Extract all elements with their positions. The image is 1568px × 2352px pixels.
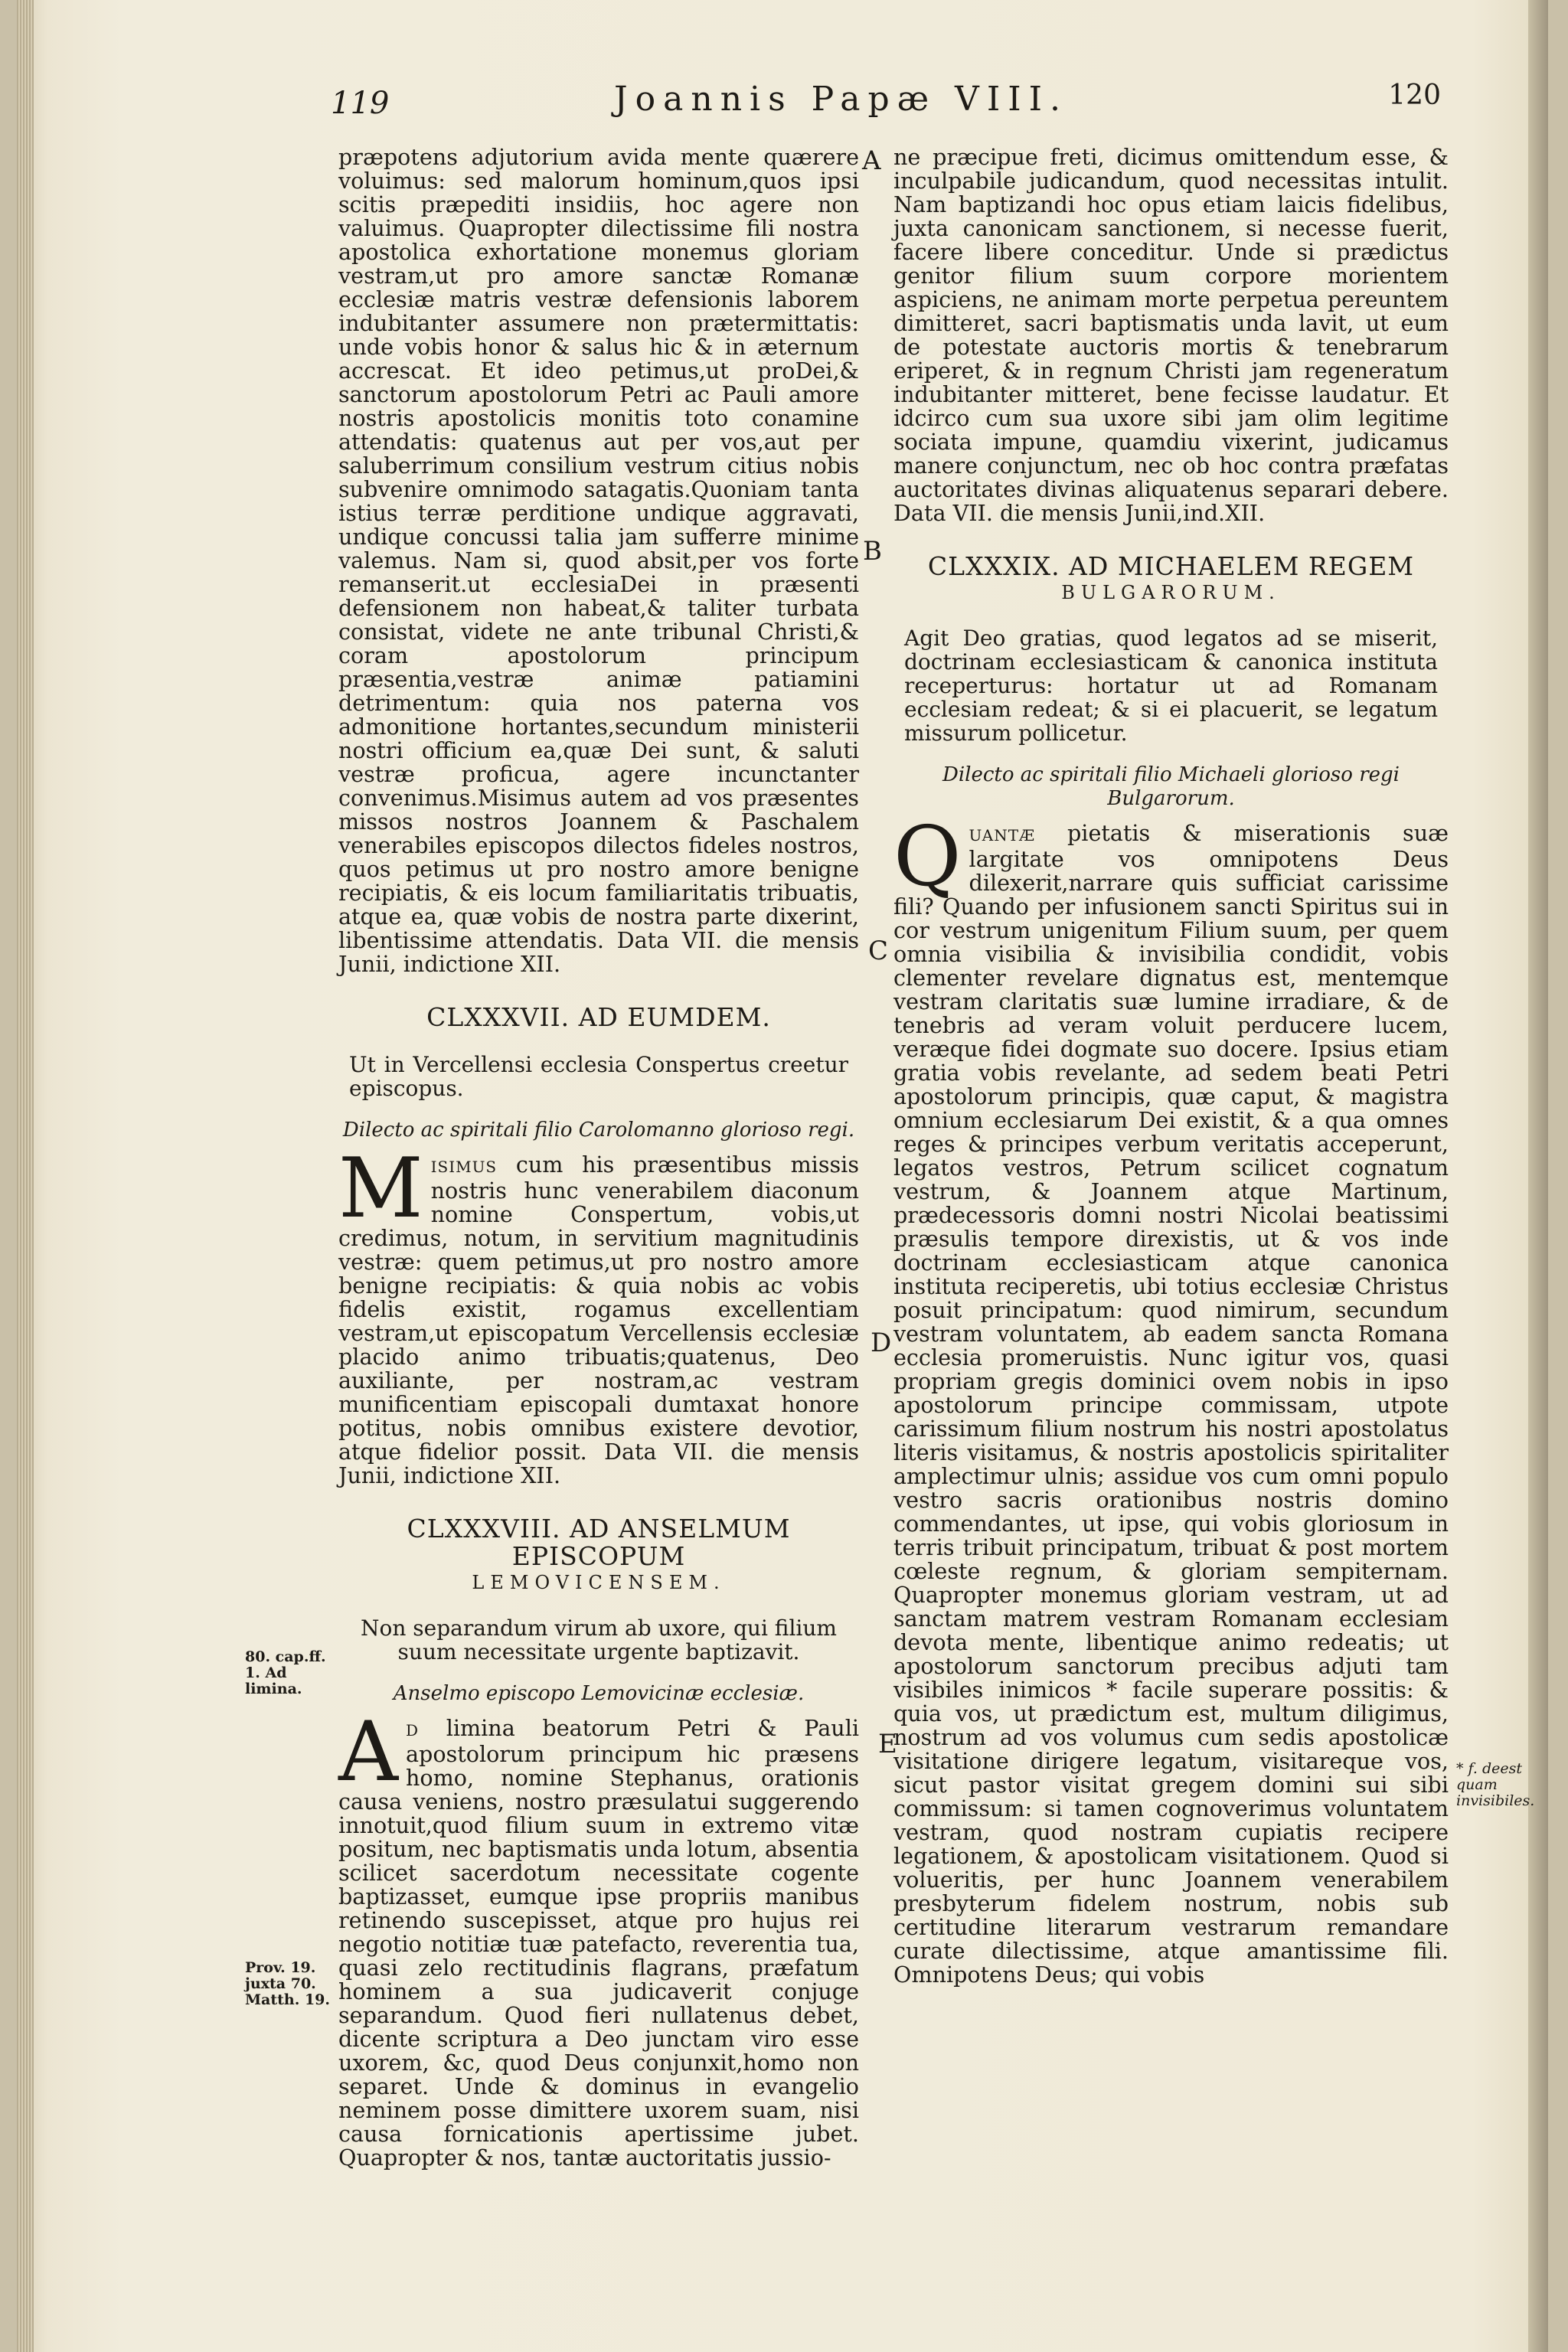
heading-letter-188: CLXXXVIII. AD ANSELMUM EPISCOPUM: [407, 1514, 791, 1571]
summary-letter-187: Ut in Vercellensi ecclesia Conspertus creetur episcopus.: [349, 1052, 848, 1101]
book-page: [17, 0, 1548, 2352]
subheading-letter-189: BULGARORUM.: [1061, 582, 1281, 603]
section-mark-b: B: [863, 536, 882, 567]
address-letter-187: Dilecto ac spiritali filio Carolomanno glorioso regi.: [342, 1119, 855, 1142]
running-header: [331, 80, 1441, 126]
page-edge-right: [1528, 0, 1548, 2352]
column-right: [893, 145, 1449, 1987]
summary-letter-188: Non separandum virum ab uxore, qui filium suum necessitate urgente baptizavit.: [361, 1615, 837, 1664]
text-letter-187: cum his præsentibus missis nostris hunc venerabilem diaconum nomine Conspertum, vobis,ut credimus, notum, in servitium magnitudinis vestræ: quem petimus,ut pro nostro amore benigne recipiatis: & quia nobis ac vobis fidelis existit, rogamus excellentiam vestram,ut episcopatum Vercellensis ecclesiæ placido animo tribuatis;quatenus, Deo auxiliante, per nostram,ac vestram munificentiam episcopali dumtaxat honore potitus, nobis omnibus existere devotior, atque fidelior possit. Data VII. die mensis Junii, indictione XII.: [338, 1152, 859, 1488]
section-mark-a: A: [862, 145, 881, 176]
drop-cap-189: Q: [893, 809, 962, 905]
text-letter-188: limina beatorum Petri & Pauli apostolorum principum hic præsens homo, nomine Stephanus, orationis causa veniens, nostro præsulatui suggerendo innotuit,quod filium suum in extremo vitæ positum, nec baptismatis unda lotum, absentia scilicet sacerdotum necessitate cogente baptizasset, eumque ipse propriis manibus retinendo suscepisset, atque pro hujus rei negotio notitiæ tuæ patefacto, reverentia tua, quasi zelo rectitudinis flagrans, præfatum hominem a sua judicaverit conjuge separandum. Quod fieri nullatenus debet, dicente scriptura a Deo junctam viro esse uxorem, &c, quod Deus conjunxit,homo non separet. Unde & dominus in evangelio neminem posse dimittere uxorem suam, nisi causa fornicationis apertissime jubet. Quapropter & nos, tantæ auctoritatis jussio-: [338, 1715, 859, 2171]
section-mark-e: E: [878, 1729, 897, 1759]
margin-note-f: * f. deest quam invisibiles.: [1456, 1760, 1535, 1809]
text-letter-189: pietatis & miserationis suæ largitate vos omnipotens Deus dilexerit,narrare quis sufficiat carissime fili? Quando per infusionem sancti Spiritus sui in cor vestrum unigenitum Filium suum, per quem omnia visibilia & invisibilia condidit, vobis clementer revelare dignatus est, mentemque vestram claritatis suæ lumine irradiare, & de tenebris ad veram voluit perducere lucem, veræque fidei dogmate suo docere. Ipsius etiam gratia vobis revelante, ad sedem beati Petri apostolorum principis, quæ caput, & magistra omnium ecclesiarum Dei existit, & a qua omnes reges & principes verbum veritatis acceperunt, legatos vestros, Petrum scilicet cognatum vestrum, & Joannem atque Martinum, prædecessoris domni nostri Nicolai beatissimi præsulis tempore direxistis, ut & vos inde doctrinam ecclesiasticam atque canonica instituta reciperetis, ubi totius ecclesiæ Christus posuit principatum: quod nimirum, secundum vestram voluntatem, ab eadem sancta Romana ecclesia promeruistis. Nunc igitur vos, quasi propriam gregis dominici ovem nobis in ipso apostolorum principe commissam, utpote carissimum filium nostrum his nostri apostolatus literis visitamus, & nostris apostolicis spiritaliter amplectimur ulnis; assidue vos cum omni populo vestro sacris orationibus nostris domino commendantes, ut ipse, qui vobis gloriosum in terris tribuit principatum, tribuat & post mortem cœleste regnum, & gloriam sempiternam. Quapropter monemus gloriam vestram, ut ad sanctam matrem vestram Romanam ecclesiam devota mente, libentique animo redeatis; ut apostolorum sanctorum precibus adjuti tam visibiles inimicos * facile superare possitis: & quia vos, ut prædictum est, multum diligimus, nostrum ad vos volumus cum sedis apostolicæ visitatione dirigere legatum, visitareque vos, sicut pastor visitat gregem domini sui sibi commissum: si tamen cognoverimus voluntatem vestram, quod nostram cupiatis recipere legationem, & apostolicam visitationem. Quod si volueritis, per hunc Joannem venerabilem presbyterum fidelem nostrum, nobis sub certitudine literarum vestrarum remandare curate dilectissime, atque amantissime fili. Omnipotens Deus; qui vobis: [893, 820, 1449, 1988]
address-letter-188: Anselmo episcopo Lemovicinæ ecclesiæ.: [393, 1682, 805, 1705]
drop-cap-187: M: [338, 1141, 423, 1236]
body-letter-188: [338, 1704, 859, 2171]
small-caps-189: UANTÆ: [969, 826, 1036, 844]
letter-186-ending: præpotens adjutorium avida mente quærere voluimus: sed malorum hominum,quos ipsi scitis præpediti insidiis, hoc agere non valuimus. Quapropter dilectissime fili nostra apostolica exhortatione monemus gloriam vestram,ut pro amore sanctæ Romanæ ecclesiæ matris vestræ defensionis laborem indubitanter assumere non prætermittatis: unde vobis honor & salus hic & in æternum accrescat. Et ideo petimus,ut proDei,& sanctorum apostolorum Petri ac Pauli amore nostris apostolicis monitis toto conamine attendatis: quatenus aut per vos,aut per saluberrimum consilium vestrum citius nobis subvenire omnimodo satagatis.Quoniam tanta istius terræ perditione undique aggravati, undique concussi talia jam sufferre minime valemus. Nam si, quod absit,per vos forte remanserit.ut ecclesiaDei in præsenti defensionem non habeat,& taliter turbata consistat, videte ne ante tribunal Christi,& coram apostolorum principum præsentia,vestræ animæ patiamini detrimentum: quia nos paterna vos admonitione hortantes,secundum ministerii nostri officium ea,quæ Dei sunt, & saluti vestræ proficua, agere incunctanter convenimus.Misimus autem ad vos præsentes missos nostros Joannem & Paschalem venerabiles episcopos dilectos fideles nostros, quos petimus ut pro nostro amore benigne recipiatis, & eis locum familiaritatis tribuatis, atque ea, quæ vobis de nostra parte dixerint, libentissime attendatis. Data VII. die mensis Junii, indictione XII.: [338, 144, 859, 977]
heading-letter-187: CLXXXVII. AD EUMDEM.: [426, 1002, 771, 1032]
column-left: [338, 145, 859, 2170]
running-title: Joannis Papæ VIII.: [614, 80, 1068, 119]
page-number-right: 120: [1388, 80, 1441, 111]
page-number-left: 119: [331, 86, 390, 121]
section-mark-d: D: [871, 1328, 892, 1358]
small-caps-187: ISIMUS: [430, 1158, 498, 1176]
address-letter-189: Dilecto ac spiritali filio Michaeli glorioso regi Bulgarorum.: [942, 763, 1400, 810]
letter-188-ending: ne præcipue freti, dicimus omittendum esse, & inculpabile judicandum, quod necessitas intulit. Nam baptizandi hoc opus etiam laicis fidelibus, juxta canonicam sanctionem, si necesse fuerit, facere libere conceditur. Unde si prædictus genitor filium suum corpore morientem aspiciens, ne animam morte perpetua pereuntem dimitteret, sacri baptismatis unda lavit, ut eum de potestate auctoris mortis & tenebrarum eriperet, & in regnum Christi jam regeneratum indubitanter mitteret, bene fecisse laudatur. Et idcirco cum sua uxore sibi jam olim legitime sociata impune, quamdiu vixerint, judicamus manere conjunctum, nec ob hoc contra præfatas auctoritates divinas aliquatenus separari debere. Data VII. die mensis Junii,ind.XII.: [893, 144, 1449, 526]
summary-letter-189: Agit Deo gratias, quod legatos ad se miserit, doctrinam ecclesiasticam & canonica instituta receperturus: hortatur ut ad Romanam ecclesiam redeat; & si ei placuerit, se legatum missurum pollicetur.: [904, 626, 1438, 746]
section-mark-c: C: [868, 936, 889, 966]
page-edge-left: [17, 0, 34, 2352]
body-letter-189: [893, 809, 1449, 1988]
heading-letter-189: CLXXXIX. AD MICHAELEM REGEM: [927, 551, 1415, 581]
margin-note-limina: 80. cap.ff. 1. Ad limina.: [245, 1648, 326, 1697]
drop-cap-188: A: [338, 1704, 398, 1800]
margin-note-matthew: Prov. 19. juxta 70. Matth. 19.: [245, 1959, 330, 2008]
body-letter-187: [338, 1141, 859, 1488]
small-caps-188: D: [406, 1721, 420, 1740]
subheading-letter-188: LEMOVICENSEM.: [472, 1572, 726, 1593]
